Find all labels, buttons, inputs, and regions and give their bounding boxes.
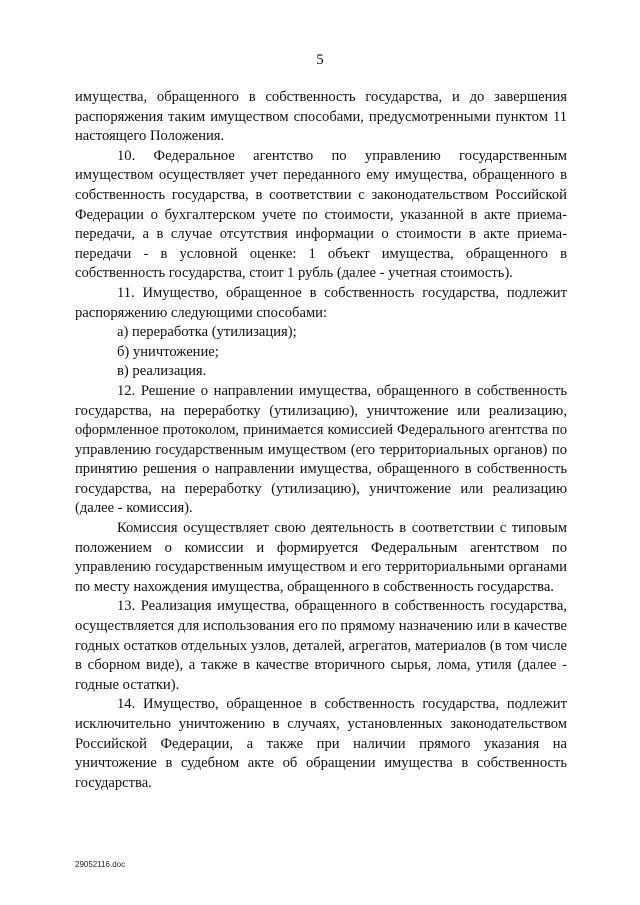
page-number: 5 xyxy=(316,52,324,68)
list-item-b: б) уничтожение; xyxy=(117,343,219,360)
list-item-c: в) реализация. xyxy=(117,363,207,380)
list-item-a: а) переработка (утилизация); xyxy=(117,324,297,341)
paragraph-12: 12. Решение о направлении имущества, обращенного в собственность государства, на переработку (утилизацию), уничтожение или реализацию, оформленное протоколом, принимается комиссией Федерального агентства по управлению государственным имуществом (его территориальных органов) по принятию решения о направлении имущества, обращенного в собственность государства, на переработку (утилизацию), уничтожение или реализацию (далее - комиссия). xyxy=(75,382,567,517)
paragraph-10: 10. Федеральное агентство по управлению государственным имуществом осуществляет учет переданного ему имущества, обращенного в собственность государства, в соответствии с законодательством Российской Федерации о бухгалтерском учете по стоимости, указанной в акте приема-передачи, а в случае отсутствия информации о стоимости в акте приема-передачи - в условной оценке: 1 объект имущества, обращенного в собственность государства, стоит 1 рубль (далее - учетная стоимость). xyxy=(75,147,567,282)
footer-file-code: 29052116.doc xyxy=(75,860,126,869)
paragraph-14: 14. Имущество, обращенное в собственность государства, подлежит исключительно уничтожению в случаях, установленных законодательством Российской Федерации, а также при наличии прямого указания на уничтожение в судебном акте об обращении имущества в собственность государства. xyxy=(75,696,567,791)
paragraph-continuation: имущества, обращенного в собственность государства, и до завершения распоряжения таким имуществом способами, предусмотренными пунктом 11 настоящего Положения. xyxy=(75,89,567,145)
paragraph-11: 11. Имущество, обращенное в собственность государства, подлежит распоряжению следующими способами: xyxy=(75,284,567,321)
document-body xyxy=(75,88,567,793)
paragraph-12-commission: Комиссия осуществляет свою деятельность в соответствии с типовым положением о комиссии и формируется Федеральным агентством по управлению государственным имуществом и его территориальными органами по месту нахождения имущества, обращенного в собственность государства. xyxy=(75,520,567,595)
paragraph-13: 13. Реализация имущества, обращенного в собственность государства, осуществляется для использования его по прямому назначению или в качестве годных остатков отдельных узлов, деталей, агрегатов, материалов (в том числе в сборном виде), а также в качестве вторичного сырья, лома, утиля (далее - годные остатки). xyxy=(75,598,567,693)
